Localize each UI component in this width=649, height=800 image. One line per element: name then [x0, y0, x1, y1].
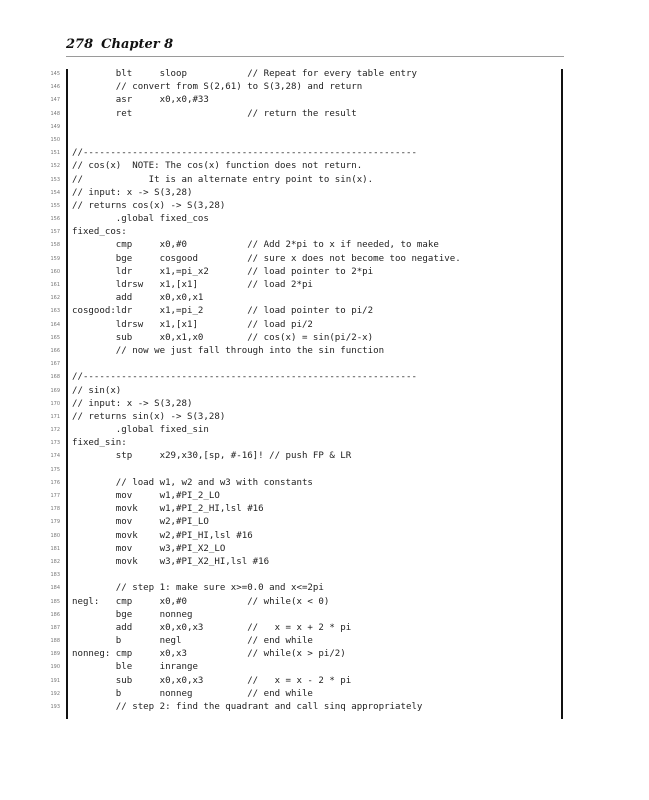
code-text: // input: x -> S(3,28) [72, 398, 193, 409]
line-number: 150 [50, 136, 60, 143]
line-number: 152 [50, 163, 60, 170]
code-text: ldrsw x1,[x1] // load pi/2 [72, 319, 313, 330]
code-line [0, 569, 649, 582]
code-text: .global fixed_cos [72, 214, 209, 225]
code-line [0, 543, 649, 556]
line-number: 171 [50, 413, 60, 420]
line-number: 166 [50, 347, 60, 354]
line-number: 187 [50, 624, 60, 631]
code-line [0, 213, 649, 226]
code-line [0, 609, 649, 622]
line-number: 177 [50, 493, 60, 499]
code-text: mov w3,#PI_X2_LO [72, 543, 226, 554]
line-number: 191 [50, 677, 60, 684]
line-number: 148 [50, 110, 60, 117]
code-text: b negl // end while [72, 636, 313, 647]
code-line [0, 253, 649, 266]
code-line [0, 160, 649, 173]
code-text: // cos(x) NOTE: The cos(x) function does not return. [72, 161, 363, 172]
code-text: cmp x0,#0 // Add 2*pi to x if needed, to make [72, 240, 439, 251]
code-line [0, 530, 649, 543]
line-number: 162 [50, 295, 60, 302]
code-line [0, 81, 649, 94]
code-line [0, 622, 649, 635]
page-number: 278 [66, 37, 94, 52]
line-number: 155 [50, 202, 60, 209]
line-number: 167 [50, 361, 60, 368]
code-text: asr x0,x0,#33 [72, 95, 209, 106]
line-number: 157 [50, 229, 60, 236]
line-number: 149 [50, 123, 60, 130]
code-line [0, 648, 649, 661]
line-number: 164 [50, 321, 60, 328]
code-text: // returns cos(x) -> S(3,28) [72, 200, 226, 211]
code-text: // convert from S(2,61) to S(3,28) and return [72, 82, 363, 93]
code-text: ret // return the result [72, 108, 357, 119]
line-number: 179 [50, 519, 60, 526]
code-text: // load w1, w2 and w3 with constants [72, 477, 313, 488]
code-line [0, 174, 649, 187]
code-text: ldr x1,=pi_x2 // load pointer to 2*pi [72, 266, 374, 277]
header-rule [66, 56, 564, 57]
code-line [0, 134, 649, 147]
code-text: add x0,x0,x1 [72, 293, 204, 304]
code-text: sub x0,x0,x3 // x = x - 2 * pi [72, 675, 352, 686]
line-number: 184 [50, 585, 60, 592]
code-text: // returns sin(x) -> S(3,28) [72, 411, 226, 422]
code-text: add x0,x0,x3 // x = x + 2 * pi [72, 622, 352, 633]
line-number: 175 [50, 466, 60, 473]
code-line [0, 187, 649, 200]
code-line [0, 490, 649, 503]
code-text: // step 1: make sure x>=0.0 and x<=2pi [72, 583, 324, 594]
line-number: 192 [50, 690, 60, 697]
code-text: movk w3,#PI_X2_HI,lsl #16 [72, 556, 270, 567]
code-line [0, 596, 649, 609]
code-text: negl: cmp x0,#0 // while(x < 0) [72, 596, 330, 607]
code-line [0, 371, 649, 384]
code-text: fixed_sin: [72, 438, 127, 449]
code-line [0, 398, 649, 411]
line-number: 174 [50, 453, 60, 460]
line-number: 186 [50, 611, 60, 618]
line-number: 145 [50, 71, 60, 77]
code-line [0, 464, 649, 477]
code-text: // now we just fall through into the sin function [72, 345, 385, 356]
line-number: 188 [50, 638, 60, 645]
code-line [0, 556, 649, 569]
chapter-title: Chapter 8 [101, 37, 174, 52]
line-number: 170 [50, 400, 60, 407]
line-number: 160 [50, 268, 60, 275]
line-number: 158 [50, 242, 60, 249]
line-number: 173 [50, 440, 60, 447]
line-number: 181 [50, 545, 60, 552]
line-number: 172 [50, 427, 60, 434]
code-line [0, 411, 649, 424]
line-number: 193 [50, 704, 60, 710]
code-text: .global fixed_sin [72, 425, 209, 436]
code-line [0, 147, 649, 160]
code-line [0, 635, 649, 648]
code-text: cosgood:ldr x1,=pi_2 // load pointer to pi/2 [72, 306, 374, 317]
code-line [0, 239, 649, 252]
code-line [0, 200, 649, 213]
line-number: 161 [50, 282, 60, 288]
line-number: 169 [50, 387, 60, 394]
code-text: movk w1,#PI_2_HI,lsl #16 [72, 504, 264, 515]
code-text: bge cosgood // sure x does not become too negative. [72, 253, 461, 264]
code-line [0, 345, 649, 358]
code-text: // input: x -> S(3,28) [72, 187, 193, 198]
code-line [0, 121, 649, 134]
code-listing [0, 68, 649, 714]
code-line [0, 94, 649, 107]
code-line [0, 319, 649, 332]
code-line [0, 358, 649, 371]
line-number: 146 [50, 84, 60, 91]
code-text: // sin(x) [72, 385, 122, 396]
code-text: nonneg: cmp x0,x3 // while(x > pi/2) [72, 649, 346, 660]
code-line [0, 266, 649, 279]
code-line [0, 661, 649, 674]
code-text: blt sloop // Repeat for every table entry [72, 69, 417, 79]
code-text: sub x0,x1,x0 // cos(x) = sin(pi/2-x) [72, 332, 374, 343]
code-text: ldrsw x1,[x1] // load 2*pi [72, 280, 313, 290]
code-line [0, 108, 649, 121]
line-number: 178 [50, 506, 60, 513]
code-text: movk w2,#PI_HI,lsl #16 [72, 530, 253, 541]
code-text: // It is an alternate entry point to sin(x). [72, 174, 374, 185]
line-number: 163 [50, 308, 60, 315]
line-number: 165 [50, 334, 60, 341]
code-line [0, 688, 649, 701]
page-header [66, 37, 173, 52]
code-text: bge nonneg [72, 609, 193, 620]
code-line [0, 385, 649, 398]
code-line [0, 516, 649, 529]
line-number: 147 [50, 97, 60, 104]
code-line [0, 279, 649, 292]
line-number: 185 [50, 598, 60, 605]
code-line [0, 68, 649, 81]
code-line [0, 226, 649, 239]
code-line [0, 675, 649, 688]
line-number: 168 [50, 374, 60, 381]
code-line [0, 503, 649, 516]
line-number: 182 [50, 558, 60, 565]
line-number: 159 [50, 255, 60, 262]
code-text: mov w2,#PI_LO [72, 517, 209, 528]
code-text: mov w1,#PI_2_LO [72, 491, 220, 501]
code-line [0, 332, 649, 345]
code-line [0, 292, 649, 305]
code-line [0, 437, 649, 450]
code-line [0, 582, 649, 595]
code-line [0, 424, 649, 437]
line-number: 151 [50, 150, 60, 157]
line-number: 156 [50, 216, 60, 223]
line-number: 154 [50, 189, 60, 196]
line-number: 176 [50, 479, 60, 486]
code-line [0, 477, 649, 490]
line-number: 153 [50, 176, 60, 183]
code-text: fixed_cos: [72, 227, 127, 238]
code-text: b nonneg // end while [72, 688, 313, 699]
code-text: // step 2: find the quadrant and call sinq appropriately [72, 702, 423, 712]
code-line [0, 450, 649, 463]
line-number: 189 [50, 651, 60, 658]
code-line [0, 305, 649, 318]
code-text: //------------------------------------------------------------- [72, 148, 417, 159]
code-line [0, 701, 649, 714]
line-number: 180 [50, 532, 60, 539]
code-text: ble inrange [72, 662, 198, 673]
line-number: 183 [50, 572, 60, 579]
code-text: stp x29,x30,[sp, #-16]! // push FP & LR [72, 451, 352, 462]
line-number: 190 [50, 664, 60, 671]
code-text: //------------------------------------------------------------- [72, 372, 417, 383]
